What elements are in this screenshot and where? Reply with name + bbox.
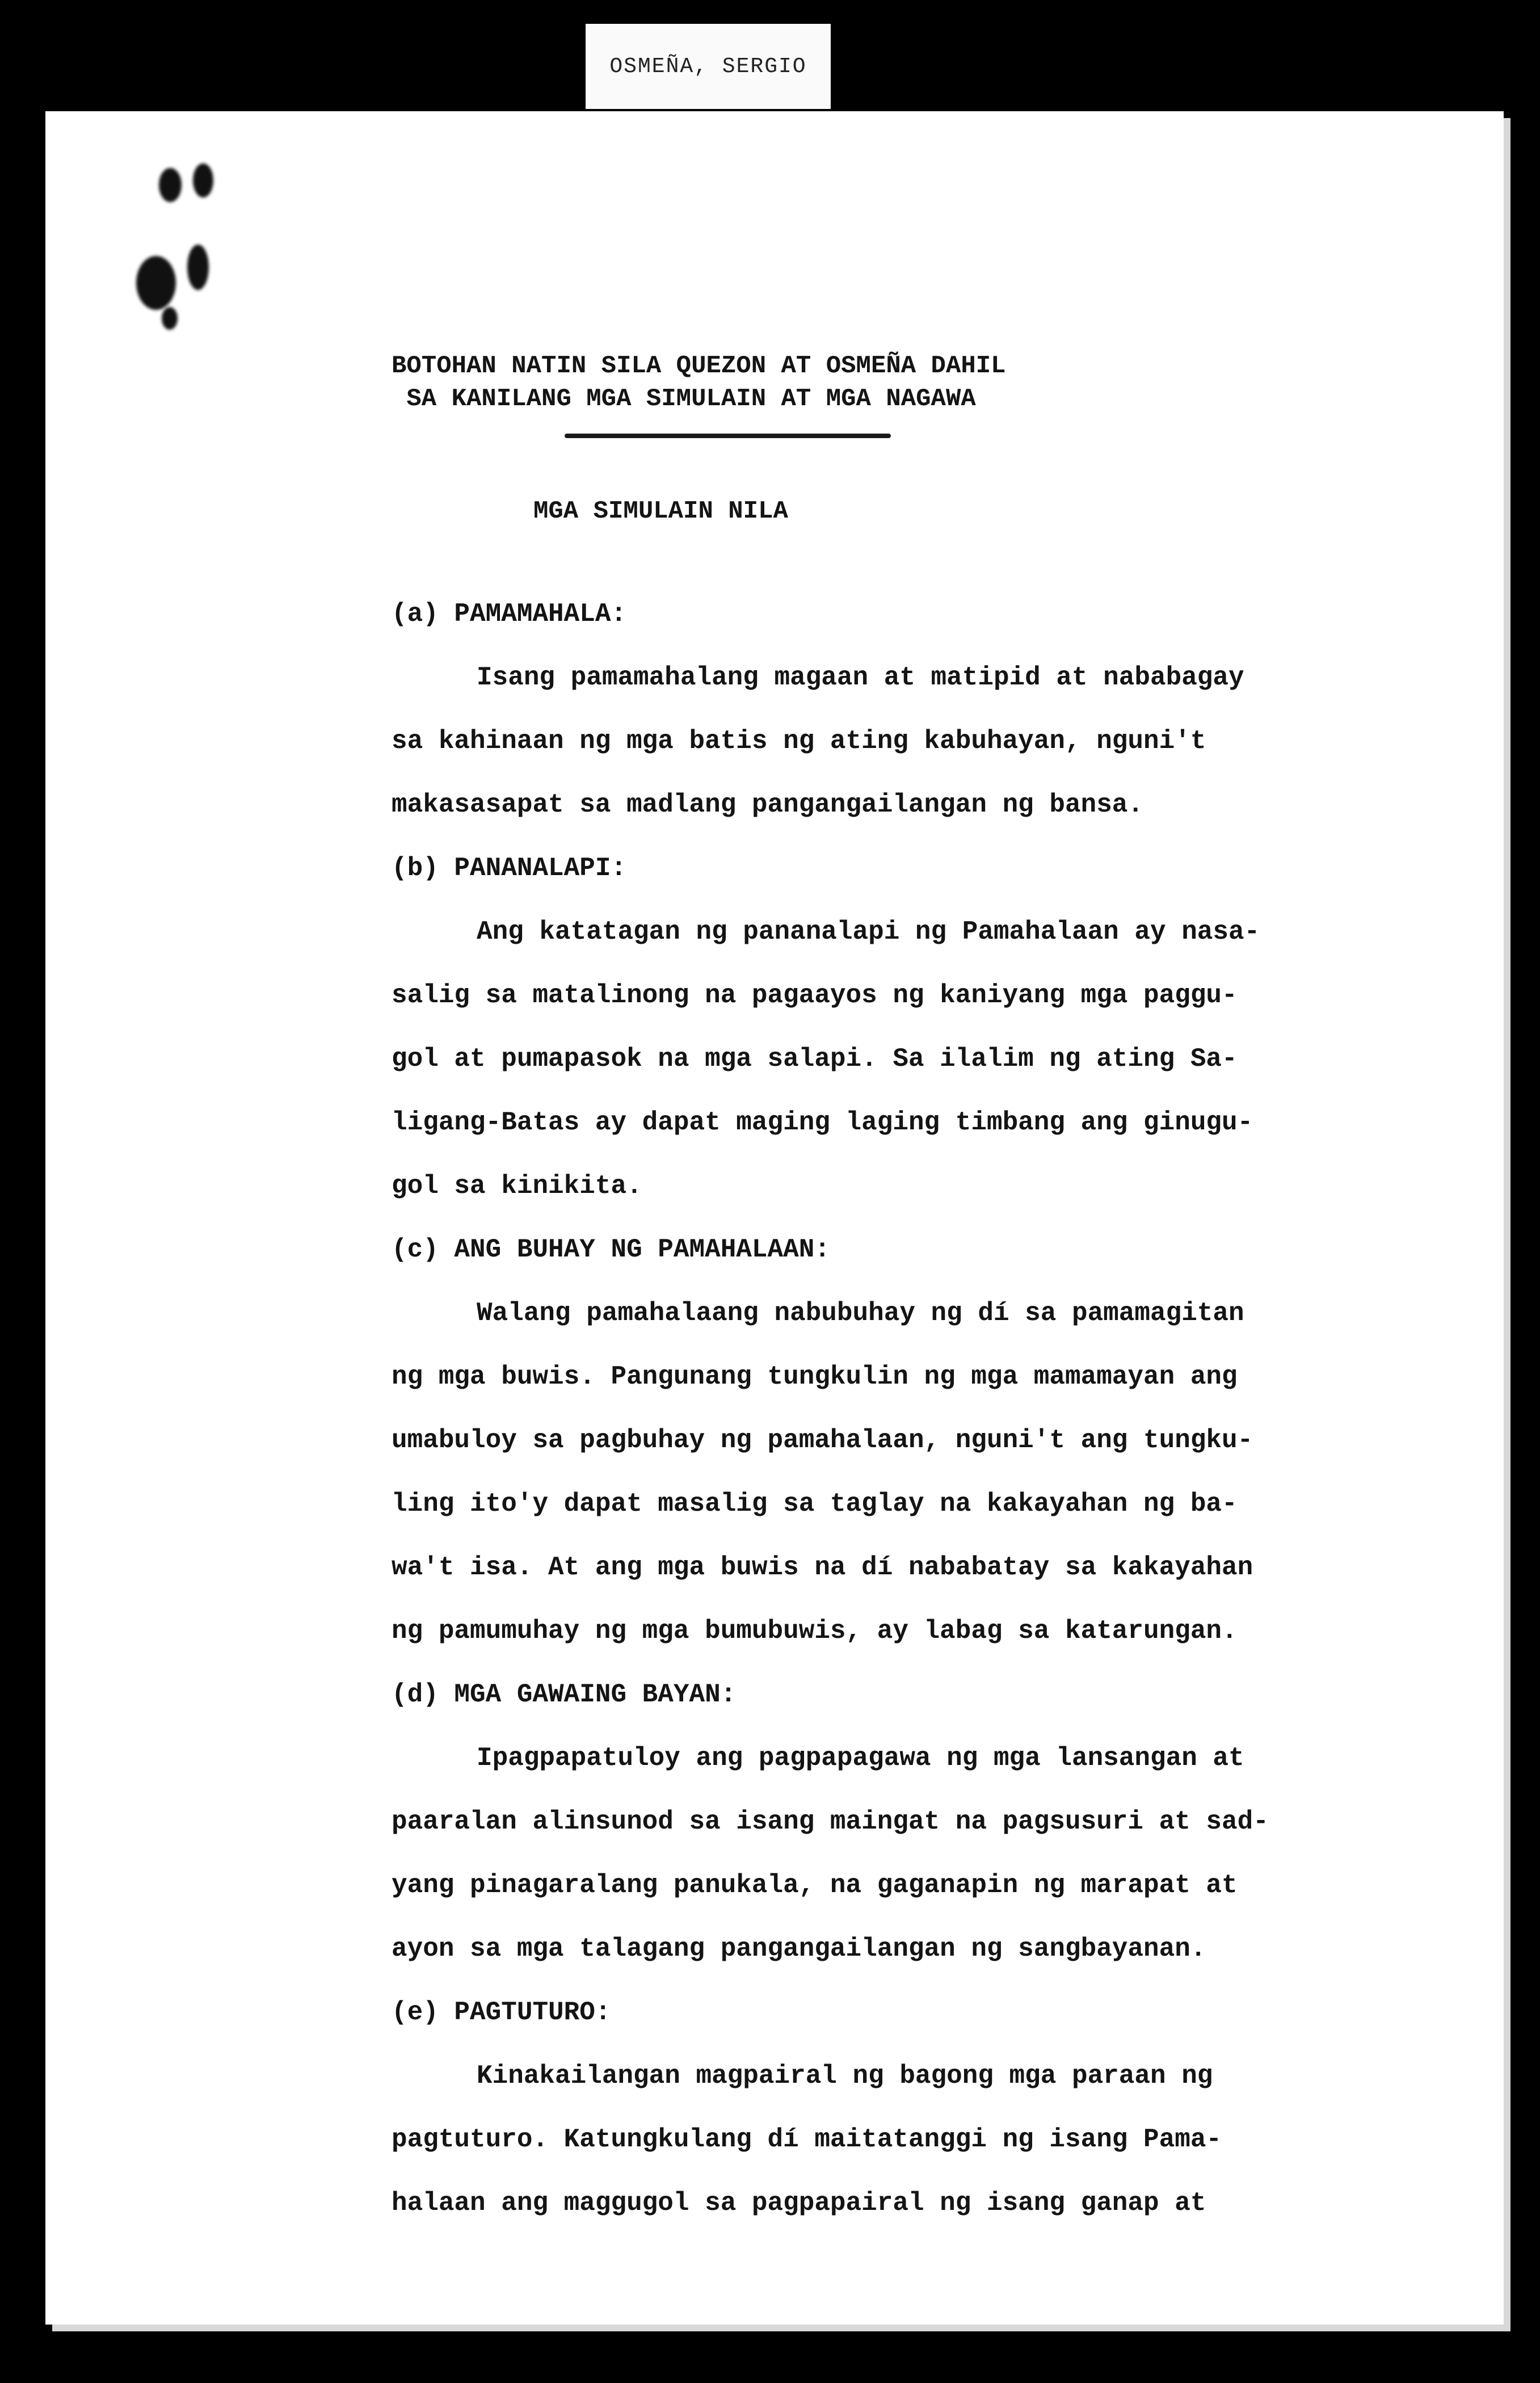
text-line: Isang pamamahalang magaan at matipid at nababagay xyxy=(477,663,1244,692)
text-line: Ipagpapatuloy ang pagpapagawa ng mga lansangan at xyxy=(477,1743,1244,1773)
text-line: umabuloy sa pagbuhay ng pamahalaan, nguni't ang tungku- xyxy=(392,1426,1253,1455)
text-line: Ang katatagan ng pananalapi ng Pamahalaan ay nasa- xyxy=(477,917,1260,947)
section-heading-a: (a) PAMAMAHALA: xyxy=(392,599,627,629)
text-line: pagtuturo. Katungkulang dí maitatanggi ng isang Pama- xyxy=(392,2125,1222,2154)
text-line: wa't isa. At ang mga buwis na dí nababatay sa kakayahan xyxy=(392,1553,1253,1582)
title-line-2: SA KANILANG MGA SIMULAIN AT MGA NAGAWA xyxy=(392,385,976,413)
text-line: ligang-Batas ay dapat maging laging timbang ang ginugu- xyxy=(392,1108,1253,1137)
section-heading-e: (e) PAGTUTURO: xyxy=(392,1998,611,2027)
text-line: paaralan alinsunod sa isang maingat na pagsusuri at sad- xyxy=(392,1807,1269,1836)
document-page xyxy=(45,111,1504,2325)
ink-blot xyxy=(193,163,213,197)
section-heading-b: (b) PANANALAPI: xyxy=(392,854,627,883)
text-line: gol at pumapasok na mga salapi. Sa ilalim ng ating Sa- xyxy=(392,1044,1238,1074)
folder-label: OSMEÑA, SERGIO xyxy=(586,24,831,109)
text-line: salig sa matalinong na pagaayos ng kaniyang mga paggu- xyxy=(392,981,1238,1010)
text-line: ling ito'y dapat masalig sa taglay na kakayahan ng ba- xyxy=(392,1489,1238,1519)
text-line: Walang pamahalaang nabubuhay ng dí sa pamamagitan xyxy=(477,1298,1244,1328)
text-line: makasasapat sa madlang pangangailangan ng bansa. xyxy=(392,790,1144,819)
text-line: yang pinagaralang panukala, na gaganapin ng marapat at xyxy=(392,1871,1238,1900)
ink-blot xyxy=(136,256,176,310)
title-line-1: BOTOHAN NATIN SILA QUEZON AT OSMEÑA DAHIL xyxy=(392,352,1006,380)
text-line: ng mga buwis. Pangunang tungkulin ng mga mamamayan ang xyxy=(392,1362,1238,1392)
ink-blot xyxy=(159,168,182,202)
title-underline xyxy=(565,434,891,438)
document-title xyxy=(392,350,1006,415)
text-line: Kinakailangan magpairal ng bagong mga paraan ng xyxy=(477,2061,1213,2091)
text-line: halaan ang maggugol sa pagpapairal ng isang ganap at xyxy=(392,2188,1206,2218)
text-line: ng pamumuhay ng mga bumubuwis, ay labag sa katarungan. xyxy=(392,1616,1238,1646)
subtitle: MGA SIMULAIN NILA xyxy=(533,497,788,526)
section-heading-d: (d) MGA GAWAING BAYAN: xyxy=(392,1680,737,1709)
section-heading-c: (c) ANG BUHAY NG PAMAHALAAN: xyxy=(392,1235,830,1264)
text-line: sa kahinaan ng mga batis ng ating kabuhayan, nguni't xyxy=(392,726,1206,756)
ink-blot xyxy=(162,307,178,330)
text-line: ayon sa mga talagang pangangailangan ng sangbayanan. xyxy=(392,1934,1206,1964)
body-text xyxy=(392,582,1458,2235)
ink-blot xyxy=(187,245,209,290)
text-line: gol sa kinikita. xyxy=(392,1171,642,1201)
